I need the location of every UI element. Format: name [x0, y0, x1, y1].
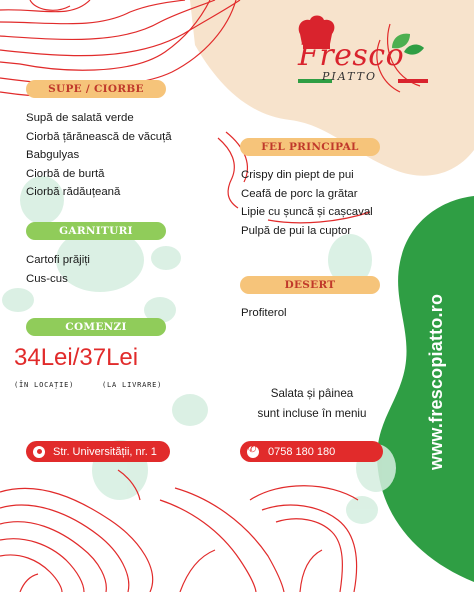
list-item: Lipie cu șuncă și cașcaval	[241, 206, 373, 219]
list-item: Supă de salată verde	[26, 112, 134, 124]
section-title-desert: DESERT	[240, 276, 380, 294]
garnituri-list	[26, 251, 90, 288]
list-item: Profiterol	[241, 307, 287, 319]
phone-icon	[247, 446, 259, 458]
section-title-supe: SUPE / CIORBE	[26, 80, 166, 98]
list-item: Pulpă de pui la cuptor	[241, 224, 352, 237]
price-sub-location: (ÎN LOCAȚIE)	[14, 381, 75, 389]
section-title-comenzi: COMENZI	[26, 318, 166, 336]
price-sub-delivery: (LA LIVRARE)	[102, 381, 163, 389]
address-pill	[26, 441, 170, 462]
section-title-garnituri: GARNITURI	[26, 222, 166, 240]
location-pin-icon	[33, 446, 45, 458]
fel-principal-list	[241, 166, 373, 240]
list-item: Ciorbă de burtă	[26, 167, 105, 180]
list-item: Cartofi prăjiți	[26, 254, 90, 266]
list-item: Cus-cus	[26, 272, 68, 285]
phone-pill[interactable]	[240, 441, 383, 462]
desert-list	[241, 304, 287, 323]
note-line-1: Salata și pâinea	[270, 387, 354, 400]
price: 34Lei/37Lei	[14, 344, 139, 371]
website-link[interactable]: www.frescopiatto.ro	[426, 293, 446, 470]
phone-text: 0758 180 180	[268, 445, 336, 458]
list-item: Crispy din piept de pui	[241, 169, 354, 181]
brand-name: Fresco	[298, 38, 405, 73]
list-item: Ciorbă rădăuțeană	[26, 186, 121, 199]
section-title-fel-principal: FEL PRINCIPAL	[240, 138, 380, 156]
list-item: Babgulyas	[26, 149, 80, 162]
note-line-2: sunt incluse în meniu	[257, 407, 367, 420]
list-item: Ceafă de porc la grătar	[241, 187, 358, 200]
address-text: Str. Universității, nr. 1	[53, 445, 157, 458]
list-item: Ciorbă țărănească de văcuță	[26, 130, 172, 143]
supe-list	[26, 109, 172, 202]
brand-subtitle: PIATTO	[322, 70, 377, 83]
